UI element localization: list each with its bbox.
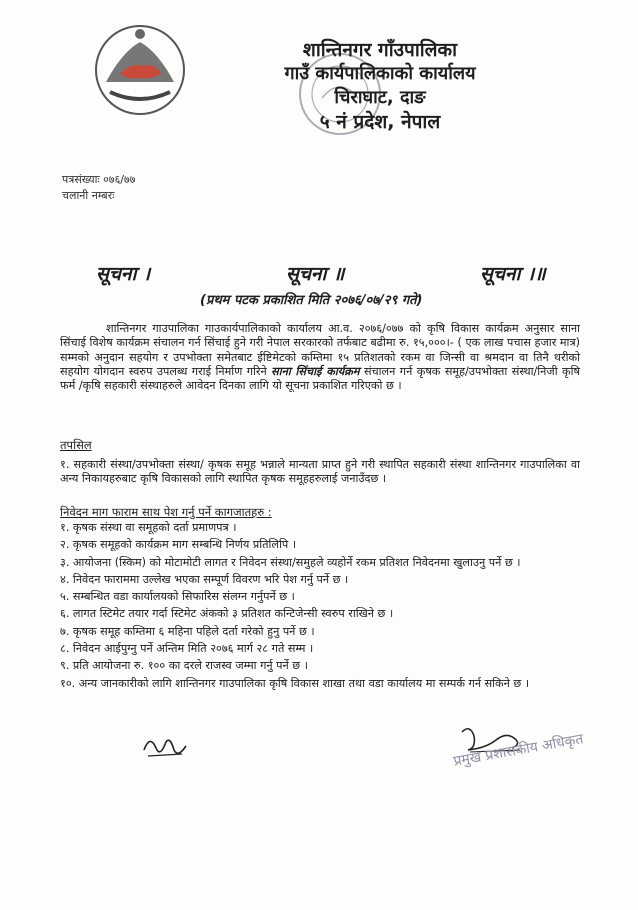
intro-paragraph <box>60 322 580 393</box>
documents-list <box>60 521 580 694</box>
signature-left <box>140 728 190 764</box>
dispatch-number: चलानी नम्बरः <box>62 189 115 202</box>
intro-text: शान्तिनगर गाउपालिका गाउकार्यपालिकाको कार्यालय आ.व. २०७६/०७७ को कृषि विकास कार्यक्रम अनुसार साना सिंचाई विशेष कार्यक्रम संचालन गर्न सिंचाई हुने गरी नेपाल सरकारको तर्फबाट बढीमा रु. १५,०००।- ( एक लाख पचास हजार मात्र) सम्मको अनुदान सहयोग र उपभोक्ता समेतबाट ईष्टिमेटको कम्तिमा १५ प्रतिशतको रकम वा जिन्सी वा श्रमदान वा तिनै थरीको सहयोग योगदान स्वरुप उपलब्ध गराई निर्माण गरिने <box>60 322 580 378</box>
list-item: ९. प्रति आयोजना रु. १०० का दरले राजस्व जम्मा गर्नु पर्ने छ । <box>60 659 308 673</box>
details-item-1: १. सहकारी संस्था/उपभोक्ता संस्था/ कृषक समूह भन्नाले मान्यता प्राप्त हुने गरी स्थापित सहकारी संस्था शान्तिनगर गाउपालिका वा अन्य निकायहरुबाट कृषि विकासको लागि स्थापित कृषक समूहहरुलाई जनाउँदछ । <box>60 458 580 486</box>
documents-title: निवेदन माग फाराम साथ पेश गर्नु पर्ने कागजातहरु : <box>60 505 272 519</box>
letterhead <box>210 38 550 134</box>
notice-heading-3: सूचना ।॥ <box>480 263 546 285</box>
list-item: ५. सम्बन्धित वडा कार्यालयको सिफारिस संलग्न गर्नुपर्ने छ । <box>60 590 295 604</box>
list-item: ८. निवेदन आईपुग्नु पर्ने अन्तिम मिति २०७६ मार्ग २८ गते सम्म । <box>60 642 314 656</box>
list-item: १०. अन्य जानकारीको लागि शान्तिनगर गाउपालिका कृषि विकास शाखा तथा वडा कार्यालय मा सम्पर्क गर्न सकिने छ । <box>60 676 530 690</box>
intro-text-end: संचालन गर्न कृषक समूह/उपभोक्ता संस्था/निजी कृषि फर्म /कृषि सहकारी संस्थाहरुले आवेदन दिनका लागि यो सूचना प्रकाशित गरिएको छ । <box>60 364 580 393</box>
list-item: ७. कृषक समूह कम्तिमा ६ महिना पहिले दर्ता गरेको हुनु पर्ने छ । <box>60 624 315 638</box>
program-name: साना सिंचाई कार्यक्रम <box>271 364 360 378</box>
nepal-emblem-icon <box>92 22 188 118</box>
reference-number: पत्रसंख्याः ०७६/७७ <box>62 173 136 186</box>
notice-heading-1: सूचना । <box>96 263 151 285</box>
office-name: गाउँ कार्यपालिकाको कार्यालय <box>284 63 476 84</box>
notice-heading-2: सूचना ॥ <box>286 263 345 285</box>
officer-stamp: प्रमुख प्रशासकीय अधिकृत <box>452 731 585 770</box>
publish-date: (प्रथम पटक प्रकाशित मिति २०७६/०७/२९ गते) <box>200 293 423 308</box>
province: ५ नं प्रदेश, नेपाल <box>319 111 441 133</box>
details-title: तपसिल <box>60 438 92 452</box>
list-item: ६. लागत स्टिमेट तयार गर्दा स्टिमेट अंकको ३ प्रतिशत कन्टिजेन्सी स्वरुप राखिने छ । <box>60 607 394 621</box>
list-item: ४. निवेदन फाराममा उल्लेख भएका सम्पूर्ण विवरण भरि पेश गर्नु पर्ने छ । <box>60 572 349 586</box>
list-item: १. कृषक संस्था वा समूहको दर्ता प्रमाणपत्र । <box>60 521 237 534</box>
list-item: २. कृषक समूहको कार्यक्रम माग सम्बन्धि निर्णय प्रतिलिपि । <box>60 538 297 552</box>
municipality-name: शान्तिनगर गाँउपालिका <box>302 39 458 61</box>
list-item: ३. आयोजना (स्किम) को मोटामोटी लागत र निवेदन संस्था/समुहले व्यहोर्ने रकम प्रतिशत निवेदनमा खुलाउनु पर्ने छ । <box>60 555 521 569</box>
office-location: चिराघाट, दाङ <box>334 87 426 108</box>
